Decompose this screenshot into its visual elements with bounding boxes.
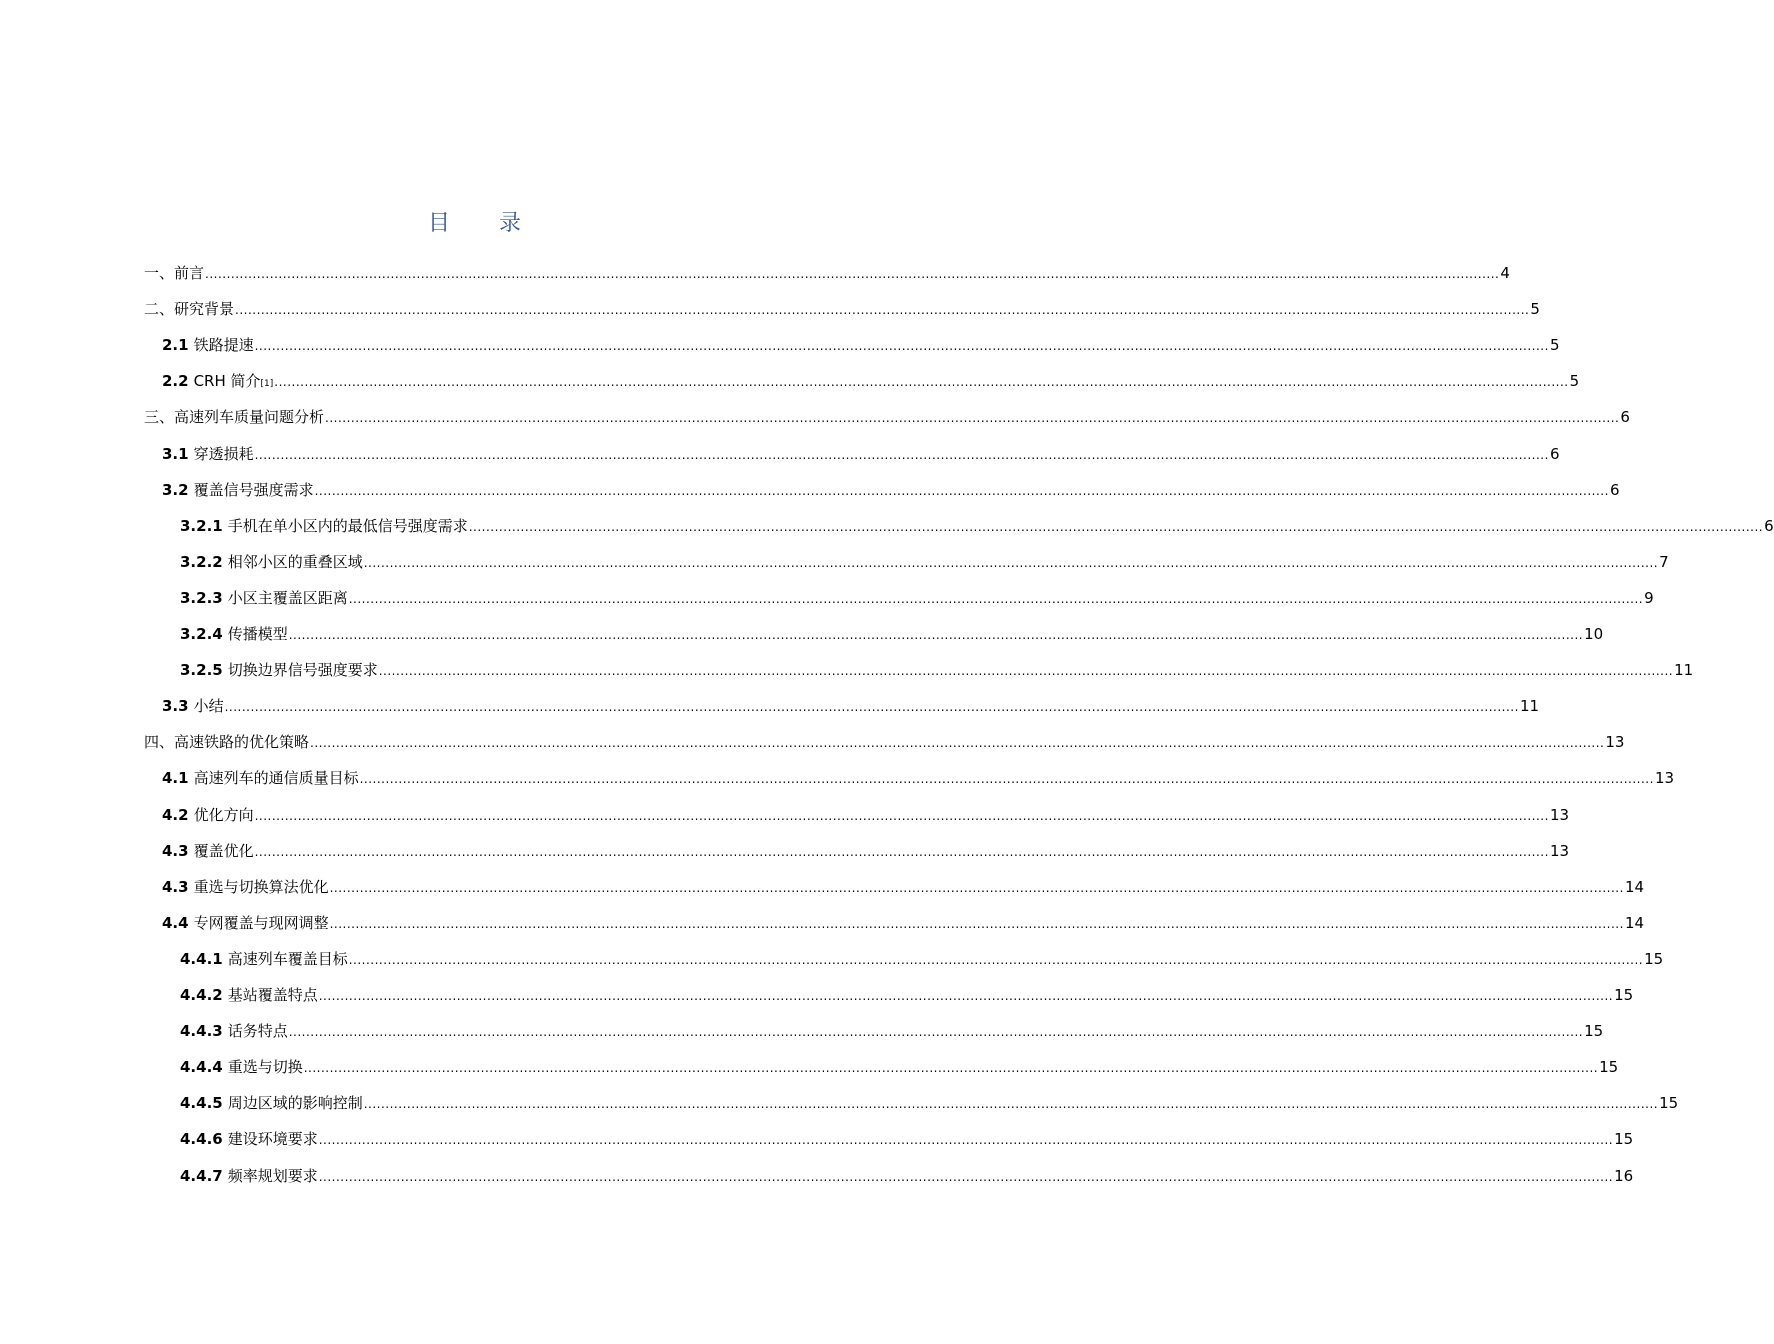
toc-entry-number: 3.2.4 bbox=[180, 625, 223, 643]
toc-dot-leader: ............................................................................................................................................................................................................................................................................................................ bbox=[235, 303, 1530, 318]
toc-entry[interactable] bbox=[144, 292, 1540, 326]
toc-entry[interactable] bbox=[162, 906, 1645, 940]
toc-entry[interactable] bbox=[144, 400, 1630, 434]
toc-dot-leader: ............................................................................................................................................................................................................................................................................................................ bbox=[314, 483, 1609, 498]
toc-entry[interactable] bbox=[180, 1122, 1634, 1156]
toc-entry-number: 3.2.5 bbox=[180, 661, 223, 680]
toc-entry-page: 7 bbox=[1659, 552, 1669, 571]
toc-entry[interactable] bbox=[180, 978, 1634, 1012]
toc-entry-text: 手机在单小区内的最低信号强度需求 bbox=[227, 516, 468, 535]
toc-entry-number: 2.1 bbox=[162, 336, 189, 355]
toc-entry-page: 11 bbox=[1519, 697, 1540, 716]
toc-entry-number: 3.1 bbox=[162, 444, 189, 463]
toc-entry-number: 4.4.3 bbox=[180, 1022, 223, 1041]
toc-dot-leader: ............................................................................................................................................................................................................................................................................................................ bbox=[303, 1061, 1599, 1076]
toc-entry-number: 4.1 bbox=[162, 769, 189, 788]
toc-entry-text: 穿透损耗 bbox=[193, 444, 254, 463]
toc-entry[interactable] bbox=[180, 545, 1669, 579]
toc-entry-page: 6 bbox=[1609, 480, 1620, 499]
toc-entry[interactable] bbox=[162, 328, 1560, 362]
toc-entry-number: 三、 bbox=[144, 408, 175, 427]
toc-dot-leader: ............................................................................................................................................................................................................................................................................................................ bbox=[288, 628, 1584, 642]
toc-title bbox=[0, 206, 950, 237]
toc-dot-leader: ............................................................................................................................................................................................................................................................................................................ bbox=[310, 736, 1605, 751]
toc-entry[interactable] bbox=[162, 473, 1620, 507]
toc-entry-number: 3.2.2 bbox=[180, 552, 223, 571]
toc-entry-page: 10 bbox=[1584, 625, 1604, 643]
toc-entry[interactable] bbox=[180, 1159, 1634, 1193]
toc-entry-text: 话务特点 bbox=[227, 1022, 288, 1041]
toc-entry-number: 4.4.2 bbox=[180, 986, 223, 1004]
toc-entry-number: 4.3 bbox=[162, 877, 189, 896]
toc-entry-text: 研究背景 bbox=[174, 300, 235, 319]
toc-dot-leader: ............................................................................................................................................................................................................................................................................................................ bbox=[254, 844, 1549, 859]
toc-entry-text: 小区主覆盖区距离 bbox=[227, 588, 348, 607]
toc-entry-number: 4.4.4 bbox=[180, 1058, 223, 1077]
toc-entry[interactable] bbox=[180, 1086, 1679, 1120]
toc-entry-text: 建设环境要求 bbox=[227, 1130, 318, 1149]
toc-entry-text: 重选与切换算法优化 bbox=[193, 877, 329, 896]
toc-dot-leader: ............................................................................................................................................................................................................................................................................................................ bbox=[318, 1133, 1614, 1148]
toc-entry[interactable] bbox=[144, 725, 1625, 759]
toc-title-left: 目 bbox=[427, 211, 451, 236]
toc-entry[interactable] bbox=[162, 834, 1570, 868]
toc-entry[interactable] bbox=[162, 689, 1540, 723]
toc-entry[interactable] bbox=[180, 942, 1664, 976]
toc-entry-number: 4.4.6 bbox=[180, 1130, 223, 1149]
toc-entry-number: 4.3 bbox=[162, 841, 189, 860]
toc-dot-leader: ............................................................................................................................................................................................................................................................................................................ bbox=[224, 700, 1519, 715]
toc-dot-leader: ............................................................................................................................................................................................................................................................................................................ bbox=[363, 1097, 1659, 1112]
toc-entry-text: 高速铁路的优化策略 bbox=[174, 733, 310, 752]
toc-dot-leader: ............................................................................................................................................................................................................................................................................................................ bbox=[254, 808, 1549, 823]
toc-entry[interactable] bbox=[162, 437, 1560, 471]
toc-entry-number: 3.2 bbox=[162, 480, 189, 499]
toc-entry-number: 4.4.7 bbox=[180, 1166, 223, 1185]
toc-dot-leader: ............................................................................................................................................................................................................................................................................................................ bbox=[254, 447, 1549, 462]
toc-title-right: 录 bbox=[499, 211, 523, 236]
toc-entry-text: 铁路提速 bbox=[193, 336, 254, 355]
toc-entry-page: 15 bbox=[1659, 1094, 1679, 1113]
toc-entry-page: 5 bbox=[1530, 300, 1540, 319]
toc-entry-text: 高速列车覆盖目标 bbox=[227, 949, 348, 968]
toc-entry-text: 覆盖信号强度需求 bbox=[193, 480, 314, 499]
toc-dot-leader: ............................................................................................................................................................................................................................................................................................................ bbox=[348, 591, 1644, 606]
toc-entry-number: 2.2 bbox=[162, 372, 189, 391]
toc-entry-text: 切换边界信号强度要求 bbox=[227, 661, 378, 680]
toc-entry-page: 14 bbox=[1624, 877, 1645, 896]
toc-entry-page: 15 bbox=[1599, 1058, 1619, 1077]
toc-dot-leader: ............................................................................................................................................................................................................................................................................................................ bbox=[318, 1169, 1614, 1184]
toc-entry-page: 15 bbox=[1584, 1022, 1604, 1041]
toc-dot-leader: ............................................................................................................................................................................................................................................................................................................ bbox=[348, 952, 1644, 967]
toc-entry[interactable] bbox=[144, 256, 1510, 290]
toc-dot-leader: ............................................................................................................................................................................................................................................................................................................ bbox=[288, 1025, 1584, 1040]
toc-entry-text: 优化方向 bbox=[193, 805, 254, 824]
toc-entry-number: 四、 bbox=[144, 733, 175, 752]
toc-entry-number: 3.2.1 bbox=[180, 516, 223, 535]
toc-entry[interactable]: 2.2 CRH 简介 [1] ............................................................................................................................................................................................................................................................................................................ 5 bbox=[162, 364, 806, 398]
toc-dot-leader: ............................................................................................................................................................................................................................................................................................................ bbox=[329, 880, 1624, 895]
toc-dot-leader: ............................................................................................................................................................................................................................................................................................................ bbox=[468, 519, 1764, 534]
toc-entry-text: CRH 简介 bbox=[193, 372, 261, 391]
toc-entry-text: 前言 bbox=[174, 264, 205, 282]
toc-entry[interactable] bbox=[162, 761, 1675, 795]
toc-dot-leader: ............................................................................................................................................................................................................................................................................................................ bbox=[329, 916, 1624, 931]
toc-entry-number: 一、 bbox=[144, 264, 175, 282]
toc-entry-number: 4.4 bbox=[162, 913, 189, 932]
toc-entry[interactable] bbox=[180, 653, 1694, 687]
toc-entry[interactable] bbox=[162, 870, 1645, 904]
toc-dot-leader: ............................................................................................................................................................................................................................................................................................................ bbox=[274, 375, 1569, 390]
toc-entry[interactable] bbox=[180, 509, 1774, 543]
toc-dot-leader: ............................................................................................................................................................................................................................................................................................................ bbox=[254, 339, 1549, 354]
toc-dot-leader: ............................................................................................................................................................................................................................................................................................................ bbox=[359, 772, 1654, 787]
toc-dot-leader: ............................................................................................................................................................................................................................................................................................................ bbox=[378, 664, 1674, 679]
toc-entry-page: 13 bbox=[1549, 805, 1570, 824]
toc-entry-page: 11 bbox=[1674, 661, 1694, 680]
toc-entry-page: 15 bbox=[1644, 949, 1664, 968]
toc-entry-text: 基站覆盖特点 bbox=[227, 986, 318, 1004]
toc-entry-text: 相邻小区的重叠区域 bbox=[227, 552, 363, 571]
toc-entry-page: 14 bbox=[1624, 913, 1645, 932]
toc-entry-number: 4.4.5 bbox=[180, 1094, 223, 1113]
toc-entry[interactable] bbox=[180, 1050, 1619, 1084]
toc-entry-page: 4 bbox=[1500, 264, 1510, 282]
toc-entry-page: 5 bbox=[1549, 336, 1560, 355]
toc-entry-number: 3.3 bbox=[162, 697, 189, 716]
toc-entry-page: 16 bbox=[1614, 1166, 1634, 1185]
toc-entry-text: 周边区域的影响控制 bbox=[227, 1094, 363, 1113]
toc-entry-page: 15 bbox=[1614, 986, 1634, 1004]
toc-entry-page: 6 bbox=[1549, 444, 1560, 463]
toc-entry[interactable] bbox=[162, 798, 1570, 832]
toc-dot-leader: ............................................................................................................................................................................................................................................................................................................ bbox=[363, 555, 1659, 570]
toc-entry-number: 3.2.3 bbox=[180, 588, 223, 607]
toc-entry[interactable] bbox=[180, 581, 1654, 615]
toc-entry[interactable] bbox=[180, 617, 1604, 651]
toc-entry-page: 13 bbox=[1605, 733, 1625, 752]
toc-dot-leader: ............................................................................................................................................................................................................................................................................................................ bbox=[325, 411, 1620, 426]
toc-entry-page: 13 bbox=[1549, 841, 1570, 860]
toc-entry-page: 6 bbox=[1620, 408, 1630, 427]
toc-entry-page: 13 bbox=[1654, 769, 1675, 788]
toc-entry-number: 二、 bbox=[144, 300, 175, 319]
toc-dot-leader: ............................................................................................................................................................................................................................................................................................................ bbox=[205, 267, 1500, 281]
toc-entry-text: 传播模型 bbox=[227, 625, 288, 643]
toc-entry-text: 高速列车的通信质量目标 bbox=[193, 769, 359, 788]
toc-entry-text: 小结 bbox=[193, 697, 224, 716]
toc-dot-leader: ............................................................................................................................................................................................................................................................................................................ bbox=[318, 989, 1614, 1003]
toc-entry-number: 4.2 bbox=[162, 805, 189, 824]
toc-entry-page: 15 bbox=[1614, 1130, 1634, 1149]
toc-entry-text: 重选与切换 bbox=[227, 1058, 303, 1077]
toc-entry-page: 6 bbox=[1764, 516, 1774, 535]
toc-entry-text: 覆盖优化 bbox=[193, 841, 254, 860]
toc-entry[interactable] bbox=[180, 1014, 1604, 1048]
toc-entry-text: 高速列车质量问题分析 bbox=[174, 408, 325, 427]
toc-entry-page: 5 bbox=[1569, 372, 1580, 391]
toc-entry-text: 专网覆盖与现网调整 bbox=[193, 913, 329, 932]
toc-entry-number: 4.4.1 bbox=[180, 949, 223, 968]
toc-entry-page: 9 bbox=[1644, 588, 1654, 607]
toc-entry-text: 频率规划要求 bbox=[227, 1166, 318, 1185]
